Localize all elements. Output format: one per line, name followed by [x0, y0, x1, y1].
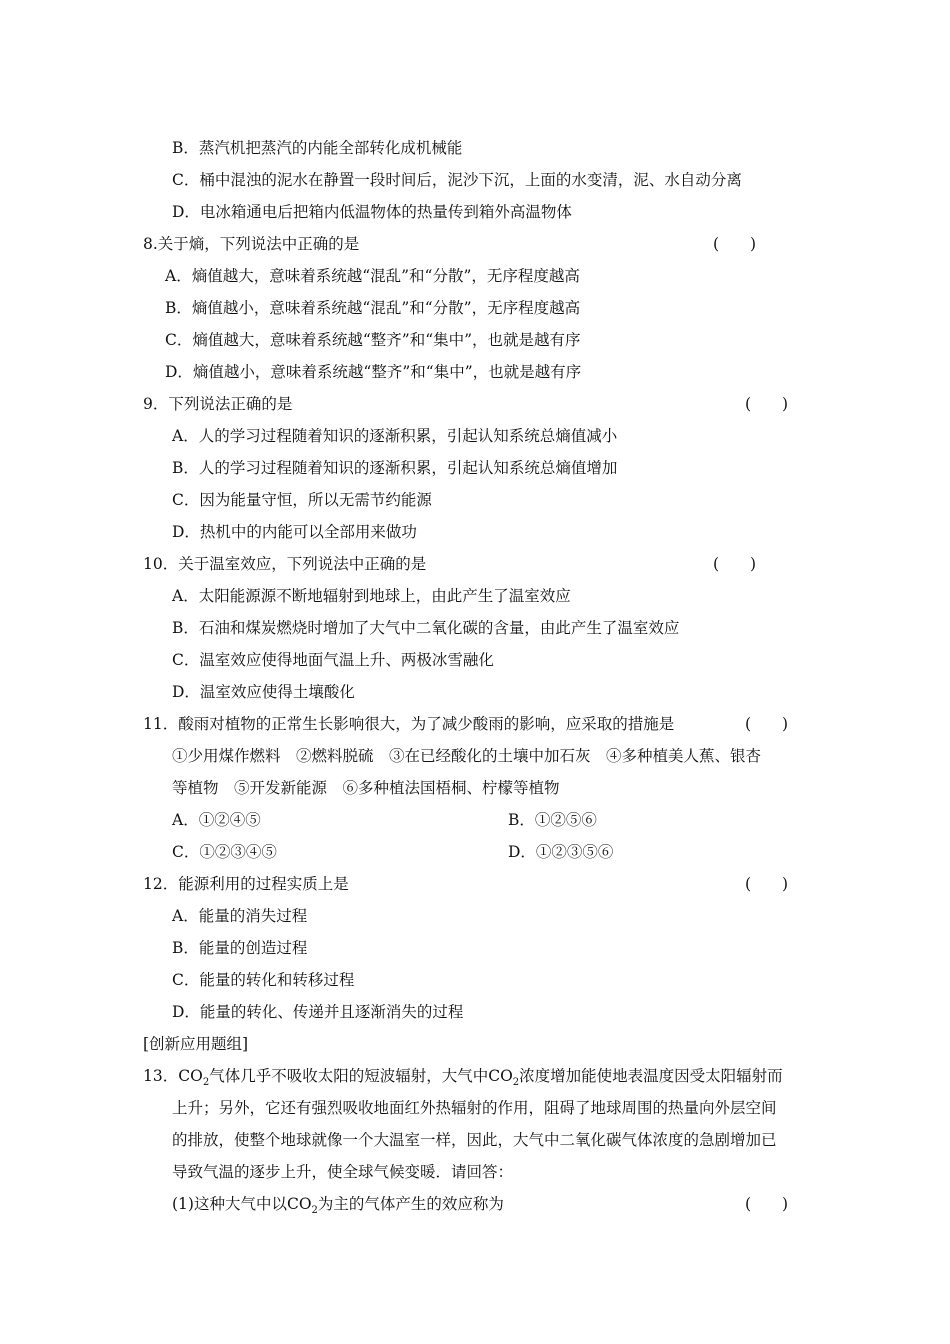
q13-number: 13． — [143, 1067, 179, 1085]
q13-stem-line-3: 的排放，使整个地球就像一个大温室一样，因此，大气中二氧化碳气体浓度的急剧增加已 — [172, 1131, 777, 1149]
q12-answer-paren: ( ) — [745, 875, 789, 893]
q8-stem: 8.关于熵，下列说法中正确的是 — [143, 235, 360, 253]
q10-option-c: C．温室效应使得地面气温上升、两极冰雪融化 — [172, 651, 494, 669]
q9-answer-paren: ( ) — [745, 395, 789, 413]
q13-stem-line-4: 导致气温的逐步上升，使全球气候变暖．请回答： — [172, 1163, 514, 1181]
q11-option-c: C．①②③④⑤ — [172, 843, 277, 861]
q13-part-1: (1)这种大气中以$CO_2$为主的气体产生的效应称为 — [172, 1195, 504, 1216]
q11-option-d: D．①②③⑤⑥ — [508, 843, 614, 861]
q9-option-a: A．人的学习过程随着知识的逐渐积累，引起认知系统总熵值减小 — [172, 427, 618, 445]
q12-stem: 12．能源利用的过程实质上是 — [143, 875, 349, 893]
q9-option-c: C．因为能量守恒，所以无需节约能源 — [172, 491, 432, 509]
q12-option-b: B．能量的创造过程 — [172, 939, 308, 957]
q10-answer-paren: ( ) — [713, 555, 757, 573]
q10-option-b: B．石油和煤炭燃烧时增加了大气中二氧化碳的含量，由此产生了温室效应 — [172, 619, 680, 637]
q9-option-d: D．热机中的内能可以全部用来做功 — [172, 523, 417, 541]
q11-measures-line-1: ①少用煤作燃料 ②燃料脱硫 ③在已经酸化的土壤中加石灰 ④多种植美人蕉、银杏 — [172, 747, 762, 765]
co2-formula: $CO_2$ — [488, 1067, 520, 1088]
q8-option-c: C．熵值越大，意味着系统越“整齐”和“集中”，也就是越有序 — [165, 331, 581, 349]
q12-option-d: D．能量的转化、传递并且逐渐消失的过程 — [172, 1003, 464, 1021]
section-header: [创新应用题组] — [143, 1035, 249, 1053]
co2-formula: $CO_2$ — [178, 1067, 210, 1088]
q8-answer-paren: ( ) — [713, 235, 757, 253]
q13-part-1-answer-paren: ( ) — [745, 1195, 789, 1213]
q13-stem-line-2: 上升；另外，它还有强烈吸收地面红外热辐射的作用，阻碍了地球周围的热量向外层空间 — [172, 1099, 777, 1117]
q9-option-b: B．人的学习过程随着知识的逐渐积累，引起认知系统总熵值增加 — [172, 459, 618, 477]
q12-option-c: C．能量的转化和转移过程 — [172, 971, 355, 989]
q13-stem-line-1: 13．$CO_2$气体几乎不吸收太阳的短波辐射，大气中$CO_2$浓度增加能使地表温度因受太阳辐射而 — [143, 1067, 783, 1088]
q10-option-a: A．太阳能源源不断地辐射到地球上，由此产生了温室效应 — [172, 587, 571, 605]
q11-option-b: B．①②⑤⑥ — [508, 811, 597, 829]
q10-option-d: D．温室效应使得土壤酸化 — [172, 683, 355, 701]
q7-option-d: D．电冰箱通电后把箱内低温物体的热量传到箱外高温物体 — [172, 203, 572, 221]
q8-option-d: D．熵值越小，意味着系统越“整齐”和“集中”，也就是越有序 — [165, 363, 582, 381]
q7-option-b: B．蒸汽机把蒸汽的内能全部转化成机械能 — [172, 139, 463, 157]
q8-option-b: B．熵值越小，意味着系统越“混乱”和“分散”，无序程度越高 — [165, 299, 581, 317]
q7-option-c: C．桶中混浊的泥水在静置一段时间后，泥沙下沉，上面的水变清，泥、水自动分离 — [172, 171, 742, 189]
q12-option-a: A．能量的消失过程 — [172, 907, 308, 925]
q8-option-a: A．熵值越大，意味着系统越“混乱”和“分散”，无序程度越高 — [165, 267, 580, 285]
q10-stem: 10．关于温室效应，下列说法中正确的是 — [143, 555, 427, 573]
q11-answer-paren: ( ) — [745, 715, 789, 733]
q11-measures-line-2: 等植物 ⑤开发新能源 ⑥多种植法国梧桐、柠檬等植物 — [172, 779, 560, 797]
q11-option-a: A．①②④⑤ — [172, 811, 261, 829]
q11-stem: 11．酸雨对植物的正常生长影响很大，为了减少酸雨的影响，应采取的措施是 — [143, 715, 675, 733]
q9-stem: 9．下列说法正确的是 — [143, 395, 293, 413]
co2-formula: $CO_2$ — [286, 1195, 318, 1216]
